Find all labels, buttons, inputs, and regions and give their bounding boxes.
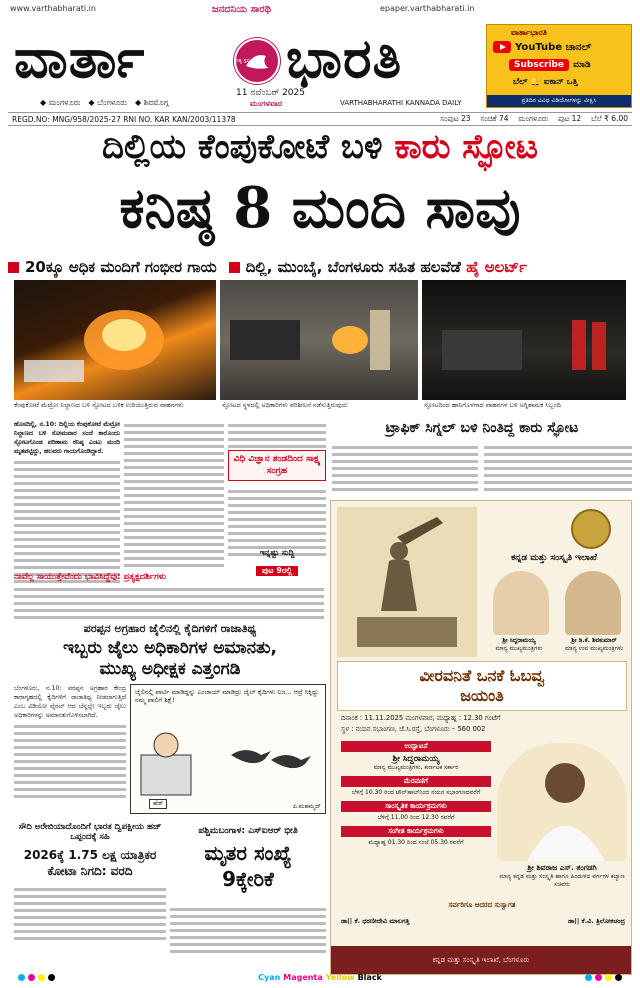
blast-photo-2 bbox=[220, 280, 418, 400]
city: ಮಂಗಳೂರು bbox=[518, 114, 549, 123]
blast-photo-1 bbox=[14, 280, 216, 400]
ad-schedule: ದಿನಾಂಕ : 11.11.2025 ಮಂಗಳವಾರ, ಮಧ್ಯಾಹ್ನ : 12.30 ಗಂಟೆಗೆ ಸ್ಥಳ : ನಯನ ಸಭಾಂಗಣ, ಜೆ.ಸಿ.ರಸ್ತೆ, ಬೆಂಗಳೂರು – 560 002 bbox=[341, 714, 501, 733]
traffic-headline[interactable]: ಟ್ರಾಫಿಕ್ ಸಿಗ್ನಲ್ ಬಳಿ ನಿಂತಿದ್ದ ಕಾರು ಸ್ಫೋಟ bbox=[385, 420, 579, 436]
traffic-body-1 bbox=[332, 442, 478, 495]
ad-footer: ಕನ್ನಡ ಮತ್ತು ಸಂಸ್ಕೃತಿ ಇಲಾಖೆ, ಬೆಂಗಳೂರು bbox=[331, 946, 631, 974]
lead-headline-1[interactable]: ದಿಲ್ಲಿಯ ಕೆಂಪುಕೋಟೆ ಬಳಿ ಕಾರು ಸ್ಫೋಟ bbox=[102, 127, 538, 167]
edition-list bbox=[40, 98, 169, 108]
edition-item[interactable]: ◆ ಬೆಂಗಳೂರು bbox=[88, 98, 128, 107]
issue-date: 11 ನವೆಂಬರ್ 2025 bbox=[236, 88, 305, 98]
pages: ಪುಟ 12 bbox=[558, 114, 582, 123]
english-name: VARTHABHARATHI KANNADA DAILY bbox=[340, 99, 462, 107]
photo-caption-2: ಸ್ಫೋಟದ ಸ್ಥಳದಲ್ಲಿ ಅಧಿಕಾರಿಗಳು ಪರಿಶೀಲನೆ ನಡೆಸುತ್ತಿರುವುದು bbox=[222, 401, 348, 409]
ad-program: ಉದ್ಘಾಟನೆ ಶ್ರೀ ಸಿದ್ದರಾಮಯ್ಯ ಮಾನ್ಯ ಮುಖ್ಯಮಂತ್ರಿಗಳು, ಕರ್ನಾಟಕ ಸರ್ಕಾರ ಮೆರವಣಿಗೆ ಬೆಳಿಗ್ಗೆ 10.30 ರಿಂದ ಟೌನ್‌ಹಾಲ್‌ನಿಂದ ನಯನ ಸಭಾಂಗಣದವರೆಗೆ ಸಾಂಸ್ಕೃತಿಕ ಕಾರ್ಯಕ್ರಮಗಳು ಬೆಳಿಗ್ಗೆ 11.00 ರಿಂದ 12.30 ರವರೆಗೆ ಸಂಗೀತ ಕಾರ್ಯಕ್ರಮಗಳು ಮಧ್ಯಾಹ್ನ 01.30 ರಿಂದ ಸಂಜೆ 05.30 ರವರೆಗೆ bbox=[341, 741, 491, 847]
yt-ad-line2: YouTube ಚಾನಲ್ bbox=[515, 41, 592, 53]
cm-caption: ಶ್ರೀ ಸಿದ್ದರಾಮಯ್ಯ ಮಾನ್ಯ ಮುಖ್ಯಮಂತ್ರಿಗಳು bbox=[495, 637, 543, 652]
photo-caption-3: ಸ್ಫೋಟದಿಂದ ಹಾನಿಗೊಳಗಾದ ವಾಹನಗಳ ಬಳಿ ಅಗ್ನಿಶಾಮಕ ಸಿಬ್ಬಂದಿ bbox=[424, 401, 561, 409]
print-marks bbox=[0, 966, 640, 988]
lead-subheads bbox=[8, 256, 632, 278]
dcm-caption: ಶ್ರೀ ಡಿ.ಕೆ. ಶಿವಕುಮಾರ್ ಮಾನ್ಯ ಉಪ ಮುಖ್ಯಮಂತ್ರಿಗಳು bbox=[564, 637, 624, 652]
issue-number: ಸಂಚಿಕೆ 74 bbox=[480, 114, 509, 123]
youtube-icon bbox=[493, 41, 511, 53]
photo-caption-1: ಕೆಂಪುಕೋಟೆ ಮೆಟ್ರೋ ನಿಲ್ದಾಣದ ಬಳಿ ಸ್ಫೋಟದ ಬಳಿಕ ಉರಿಯುತ್ತಿರುವ ವಾಹನಗಳು bbox=[14, 401, 184, 409]
cm-photo bbox=[493, 571, 549, 635]
forensic-box[interactable]: ವಿಧಿ ವಿಜ್ಞಾನ ತಂಡದಿಂದ ಸಾಕ್ಷ್ಯ ಸಂಗ್ರಹ bbox=[228, 450, 326, 481]
lead-body-col1: ಹೊಸದಿಲ್ಲಿ, ನ.10: ದಿಲ್ಲಿಯ ಕೆಂಪುಕೋಟೆ ಮೆಟ್ರೋ ನಿಲ್ದಾಣದ ಬಳಿ ಸೋಮವಾರ ಸಂಜೆ ಕಾರೊಂದು ಸ್ಫೋಟಗೊಂಡ ಪರಿಣಾಮ ಕನಿಷ್ಠ ಎಂಟು ಮಂದಿ ಮೃತಪಟ್ಟಿದ್ದು, ಹಲವರು ಗಾಯಗೊಂಡಿದ್ದಾರೆ. bbox=[14, 420, 120, 587]
cartoon-nameplate: ಹೆಡ್ bbox=[149, 799, 167, 809]
cartoon-signature: ಪಿ.ಮಹಮ್ಮದ್ bbox=[293, 803, 321, 810]
ad-title: ವೀರವನಿತೆ ಒನಕೆ ಓಬವ್ವ ಜಯಂತಿ bbox=[337, 661, 627, 711]
registration: REGD.NO: MNG/958/2025-27 RNI NO. KAR KAN/2003/11378 bbox=[12, 114, 236, 124]
haj-headline[interactable]: 2026ಕ್ಕೆ 1.75 ಲಕ್ಷ ಯಾತ್ರಿಕರ ಕೋಟಾ ನಿಗದಿ: ವರದಿ bbox=[23, 848, 157, 878]
ad-dept: ಕನ್ನಡ ಮತ್ತು ಸಂಸ್ಕೃತಿ ಇಲಾಖೆ bbox=[511, 553, 597, 563]
color-dots-icon bbox=[18, 974, 55, 981]
site-url[interactable]: www.varthabharati.in bbox=[10, 4, 96, 13]
yt-ad-line5: ಪ್ರತಿದಿನ ವಿವಿಧ ವಿಡಿಯೋಗಳನ್ನು ವೀಕ್ಷಿಸಿ bbox=[487, 95, 631, 107]
info-strip bbox=[8, 112, 632, 126]
masthead-left: ವಾರ್ತಾ bbox=[14, 26, 146, 90]
subscribe-button[interactable]: Subscribe bbox=[509, 59, 569, 71]
lead-body-col2 bbox=[124, 420, 224, 571]
price: ಬೆಲೆ ₹ 6.00 bbox=[591, 114, 628, 123]
obavva-statue-icon bbox=[337, 507, 477, 657]
lead-body-col3 bbox=[228, 420, 326, 452]
epaper-url[interactable]: epaper.varthabharati.in bbox=[380, 4, 475, 13]
yt-ad-line1: ವಾರ್ತಾಭಾರತಿ bbox=[511, 28, 547, 37]
traffic-body-2 bbox=[484, 442, 632, 495]
ad-signatories: ಡಾ|| ಕೆ. ಧರಣೀದೇವಿ ಮಾಲಗತ್ತಿ ಡಾ|| ಕೆ.ವಿ. ತ್ರಿಲೋಕಚಂದ್ರ bbox=[341, 917, 625, 925]
obavva-jayanti-ad[interactable] bbox=[330, 500, 632, 975]
govt-emblem-icon bbox=[571, 509, 611, 549]
cmyk-cyan: Cyan bbox=[258, 972, 281, 982]
cmyk-magenta: Magenta bbox=[283, 972, 323, 982]
wb-body bbox=[170, 904, 326, 957]
dcm-photo bbox=[565, 571, 621, 635]
more-news[interactable] bbox=[228, 548, 326, 577]
haj-body bbox=[14, 884, 166, 944]
cmyk-yellow: Yellow bbox=[325, 972, 355, 982]
eyewitness-body bbox=[14, 584, 324, 623]
section-eyewitness: ನಾವೆಲ್ಲ ಸಾಯುತ್ತೇವೆಂದು ಭಾವಿಸಿದ್ದೆವು: ಪ್ರತ್ಯಕ್ಷದರ್ಶಿಗಳು bbox=[14, 572, 167, 582]
issue-weekday: ಮಂಗಳವಾರ bbox=[250, 99, 283, 108]
subhead-alert: ದಿಲ್ಲಿ, ಮುಂಬೈ, ಬೆಂಗಳೂರು ಸಹಿತ ಹಲವೆಡೆ ಹೈ ಅಲರ್ಟ್ bbox=[245, 258, 527, 276]
color-dots-icon bbox=[585, 974, 622, 981]
youtube-ad[interactable] bbox=[486, 24, 632, 108]
wb-kicker: ಪಶ್ಚಿಮಬಂಗಾಳ: ಎಸ್‌ಐಆರ್ ಭೀತಿ bbox=[198, 826, 298, 836]
volume: ಸಂಪುಟ 23 bbox=[440, 114, 471, 123]
logo-text: ಸತ್ಯ ಸ್ಪಷ್ಟ ನಿಷ್ಠ bbox=[235, 58, 259, 64]
ad-invite: ಸರ್ವರಿಗೂ ಆದರದ ಸುಸ್ವಾಗತ bbox=[448, 901, 516, 909]
minister-photo bbox=[497, 743, 627, 861]
subhead-injured: 20ಕ್ಕೂ ಅಧಿಕ ಮಂದಿಗೆ ಗಂಭೀರ ಗಾಯ bbox=[25, 258, 217, 276]
yt-ad-line4: ಬೆಲ್ 🔔 ಐಕಾನ್ ಒತ್ತಿ bbox=[513, 77, 578, 87]
jail-body: ಬೆಂಗಳೂರು, ನ.10: ಪರಪ್ಪನ ಅಗ್ರಹಾರ ಕೇಂದ್ರ ಕಾರಾಗೃಹದಲ್ಲಿ ಕೈದಿಗಳಿಗೆ ರಾಜಾತಿಥ್ಯ ನೀಡಲಾಗುತ್ತಿದೆ ಎಂಬ ವಿಡಿಯೋ ವೈರಲ್ ಆದ ಬೆನ್ನಲ್ಲೇ ಇಬ್ಬರು ಜೈಲು ಅಧಿಕಾರಿಗಳನ್ನು ಅಮಾನತುಗೊಳಿಸಲಾಗಿದೆ. bbox=[14, 684, 126, 802]
lead-headline-2[interactable]: ಕನಿಷ್ಠ 8 ಮಂದಿ ಸಾವು bbox=[119, 175, 521, 241]
jail-headline[interactable]: ಇಬ್ಬರು ಜೈಲು ಅಧಿಕಾರಿಗಳ ಅಮಾನತು, ಮುಖ್ಯ ಅಧೀಕ್ಷಕ ಎತ್ತಂಗಡಿ bbox=[63, 638, 277, 680]
edition-item[interactable]: ◆ ಮಂಗಳೂರು bbox=[40, 98, 81, 107]
more-news-page: ಪುಟ 9ರಲ್ಲಿ bbox=[256, 566, 298, 576]
jail-kicker: ಪರಪ್ಪನ ಅಗ್ರಹಾರ ಜೈಲಿನಲ್ಲಿ ಕೈದಿಗಳಿಗೆ ರಾಜಾತಿಥ್ಯ bbox=[83, 622, 257, 635]
editorial-cartoon bbox=[130, 684, 326, 814]
blast-photo-3 bbox=[422, 280, 626, 400]
bullet-square-icon bbox=[8, 262, 19, 273]
minister-caption: ಶ್ರೀ ಶಿವರಾಜ ಎಸ್. ತಂಗಡಗಿ ಮಾನ್ಯ ಕನ್ನಡ ಮತ್ತು ಸಂಸ್ಕೃತಿ ಹಾಗೂ ಹಿಂದುಳಿದ ವರ್ಗಗಳ ಕಲ್ಯಾಣ ಸಚಿವರು bbox=[499, 863, 625, 888]
more-news-label: ಇನ್ನಷ್ಟು ಸುದ್ದಿ bbox=[259, 548, 295, 557]
edition-item[interactable]: ◆ ಶಿವಮೊಗ್ಗ bbox=[135, 98, 169, 107]
bullet-square-icon bbox=[229, 262, 240, 273]
masthead-right: ಭಾರತಿ bbox=[286, 26, 403, 90]
cartoon-speech: ಜೈಲಿನಲ್ಲಿ ಪಾರ್ಟಿ ಮಾಡಿದ್ದನ್ನು ಎಂಜಾಯ್ ಮಾಡಿದ್ರು ಜೈಲ್ ಕೈದಿಗಳು ನಿಜ... ಆದ್ರೆ ಸಿಕ್ಕಿದ್ದು ನಮ್ಮ ಪಾಲಿಗೆ ಶಿಕ್ಷೆ! bbox=[135, 688, 319, 705]
haj-kicker: ಸೌದಿ ಅರೇಬಿಯಾದೊಂದಿಗೆ ಭಾರತ ದ್ವಿಪಕ್ಷೀಯ ಹಜ್ ಒಪ್ಪಂದಕ್ಕೆ ಸಹಿ bbox=[18, 822, 162, 843]
cmyk-black: Black bbox=[357, 972, 382, 982]
tagline: ಜನದನಿಯ ಸಾರಥಿ bbox=[212, 4, 272, 15]
wb-headline[interactable]: ಮೃತರ ಸಂಖ್ಯೆ 9ಕ್ಕೇರಿಕೆ bbox=[204, 841, 292, 891]
yt-ad-line3: ಮಾಡಿ bbox=[573, 60, 591, 70]
